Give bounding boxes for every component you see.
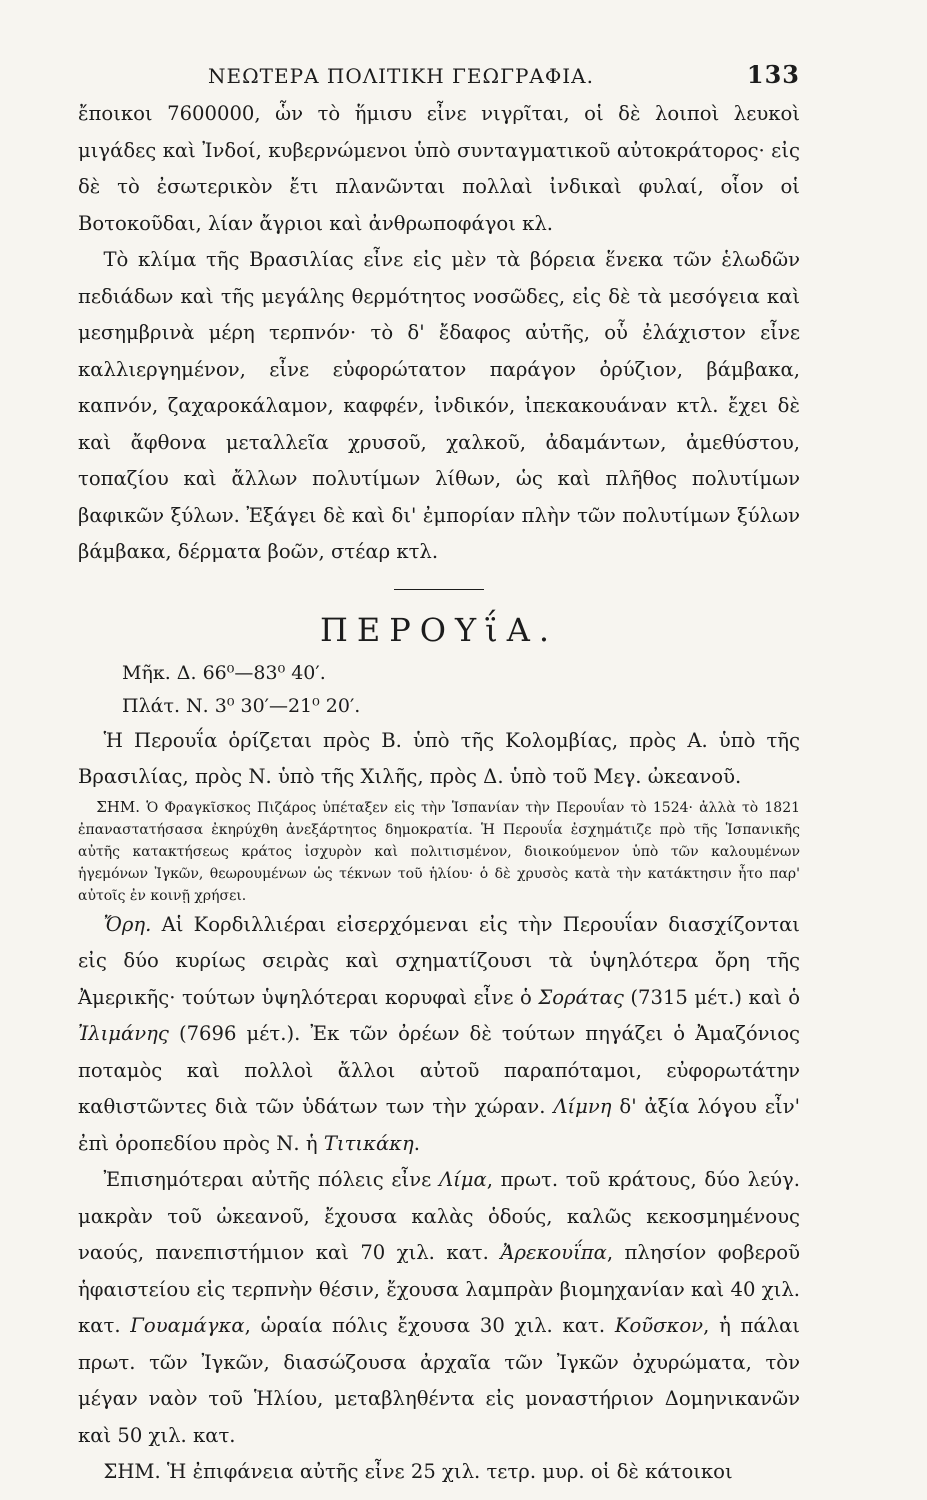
longitude-line: Μῆκ. Δ. 66⁰—83⁰ 40′. (122, 661, 326, 684)
cities-text-2: , πρωτ. τοῦ κράτους, δύο λεύγ. μακρὰν τοῦ ὠκεανοῦ, ἔχουσα καλὰς ὁδούς, καλῶς κεκοσμημένους ναούς, πανεπιστήμιον καὶ 70 χιλ. κατ. (78, 1168, 800, 1264)
brazil-climate-paragraph: Τὸ κλίμα τῆς Βρασιλίας εἶνε εἰς μὲν τὰ βόρεια ἕνεκα τῶν ἑλωδῶν πεδιάδων καὶ τῆς μεγάλης θερμότητος νοσῶδες, εἰς δὲ τὰ μεσόγεια καὶ μεσημβρινὰ μέρη τερπνόν· τὸ δ' ἔδαφος αὐτῆς, οὗ ἐλάχιστον εἶνε καλλιεργημένον, εἶνε εὐφορώτατον παράγον ὀρύζιον, βάμβακα, καπνόν, ζαχαροκάλαμον, καφφέν, ἰνδικόν, ἰπεκακουάναν κτλ. ἔχει δὲ καὶ ἄφθονα μεταλλεῖα χρυσοῦ, χαλκοῦ, ἀδαμάντων, ἀμεθύστου, τοπαζίου καὶ ἄλλων πολυτίμων λίθων, ὡς καὶ πλῆθος πολυτίμων βαφικῶν ξύλων. Ἐξάγει δὲ καὶ δι' ἐμπορίαν πλὴν τῶν πολυτίμων ξύλων βάμβακα, δέρματα βοῶν, στέαρ κτλ. (78, 248, 800, 563)
brazil-population-paragraph: ἔποικοι 7600000, ὧν τὸ ἥμισυ εἶνε νιγρῖται, οἱ δὲ λοιποὶ λευκοὶ μιγάδες καὶ Ἰνδοί, κυβερνώμενοι ὑπὸ συνταγματικοῦ αὐτοκράτορος· εἰς δὲ τὸ ἐσωτερικὸν ἔτι πλανῶνται πολλαὶ ἰνδικαὶ φυλαί, οἷον οἱ Βοτοκοῦδαι, λίαν ἄγριοι καὶ ἀνθρωποφάγοι κλ. (78, 102, 800, 235)
cities-text-5: , ἡ πάλαι πρωτ. τῶν Ἰγκῶν, διασώζουσα ἀρχαῖα τῶν Ἰγκῶν ὀχυρώματα, τὸν μέγαν ναὸν τοῦ Ἡλίου, μεταβληθέντα εἰς μοναστήριον Δομηνικανῶν καὶ 50 χιλ. κατ. (78, 1314, 800, 1447)
peak-sorata: Σοράτας (538, 985, 624, 1009)
page (78, 56, 800, 1491)
city-arequipa: Ἀρεκουΐπα (500, 1241, 607, 1264)
city-lima: Λίμα (438, 1168, 487, 1191)
cities-text-3: , πλησίον φοβεροῦ ἡφαιστείου εἰς τερπνὴν θέσιν, ἔχουσα λαμπρὰν βιομηχανίαν καὶ 40 χιλ. κατ. (78, 1241, 800, 1337)
section-divider (394, 589, 484, 591)
body-text (78, 96, 800, 1491)
cities-text-4: , ὡραία πόλις ἔχουσα 30 χιλ. κατ. (244, 1314, 615, 1337)
lake-word: Λίμνη (553, 1095, 612, 1118)
note-text: Ὁ Φραγκῖσκος Πιζάρος ὑπέταξεν εἰς τὴν Ἱσπανίαν τὴν Περουΐαν τὸ 1524· ἀλλὰ τὸ 1821 ἐπαναστατήσασα ἐκηρύχθη ἀνεξάρτητος δημοκρατία. Ἡ Περουΐα ἐσχημάτιζε πρὸ τῆς Ἱσπανικῆς αὐτῆς κατακτήσεως κράτος ἰσχυρὸν καὶ πολιτισμένον, διοικούμενον ὑπὸ τῶν καλουμένων ἡγεμόνων Ἰγκῶν, θεωρουμένων ὡς τέκνων τοῦ ἡλίου· ὁ δὲ χρυσὸς κατὰ τὴν κατάκτησιν ἦτο παρ' αὐτοῖς ἐν κοινῇ χρήσει. (78, 799, 801, 904)
peru-cities-paragraph (78, 1162, 800, 1454)
peru-area-note: ΣΗΜ. Ἡ ἐπιφάνεια αὐτῆς εἶνε 25 χιλ. τετρ. μυρ. οἱ δὲ κάτοικοι (103, 1460, 733, 1483)
running-head (78, 56, 800, 96)
mountains-text-5: . (413, 1131, 421, 1155)
latitude-line: Πλάτ. Ν. 3⁰ 30′—21⁰ 20′. (122, 694, 361, 717)
running-title: ΝΕΩΤΕΡΑ ΠΟΛΙΤΙΚΗ ΓΕΩΓΡΑΦΙΑ. (208, 64, 594, 88)
mountains-text-2: (7315 μέτ.) καὶ ὁ (623, 985, 800, 1009)
section-title-peru: ΠΕΡΟΥΐΑ. (320, 611, 558, 649)
peru-mountains-paragraph (78, 907, 800, 1163)
mountains-text-3: (7696 μέτ.). Ἐκ τῶν ὀρέων δὲ τούτων πηγάζει ὁ Ἀμαζόνιος ποταμὸς καὶ πολλοὶ ἄλλοι αὐτοῦ παραπόταμοι, εὐφορωτάτην καθιστῶντες διὰ τῶν ὑδάτων των τὴν χώραν. (78, 1022, 800, 1118)
lake-titicaca: Τιτικάκη (323, 1131, 414, 1155)
mountains-label: Ὄρη. (103, 912, 152, 936)
peru-history-note (78, 796, 800, 907)
note-label: ΣΗΜ. (96, 797, 141, 816)
peak-illimani: Ἰλιμάνης (78, 1022, 169, 1045)
coordinates (122, 657, 800, 723)
mountains-text-4: δ' ἀξία λόγου εἶν' ἐπὶ ὀροπεδίου πρὸς Ν. ἡ (78, 1095, 800, 1155)
city-cusco: Κοῦσκον (614, 1314, 704, 1337)
mountains-text-1: Αἱ Κορδιλλιέραι εἰσερχόμεναι εἰς τὴν Περουΐαν διασχίζονται εἰς δύο κυρίως σειρὰς καὶ σχηματίζουσι τὰ ὑψηλότερα ὄρη τῆς Ἀμερικῆς· τούτων ὑψηλότεραι κορυφαὶ εἶνε ὁ (78, 912, 800, 1009)
city-huamanga: Γουαμάγκα (130, 1314, 245, 1337)
cities-text-1: Ἐπισημότεραι αὐτῆς πόλεις εἶνε (103, 1168, 439, 1191)
page-number: 133 (746, 60, 800, 89)
peru-borders-paragraph: Ἡ Περουΐα ὁρίζεται πρὸς Β. ὑπὸ τῆς Κολομβίας, πρὸς Α. ὑπὸ τῆς Βρασιλίας, πρὸς Ν. ὑπὸ τῆς Χιλῆς, πρὸς Δ. ὑπὸ τοῦ Μεγ. ὠκεανοῦ. (78, 728, 800, 788)
